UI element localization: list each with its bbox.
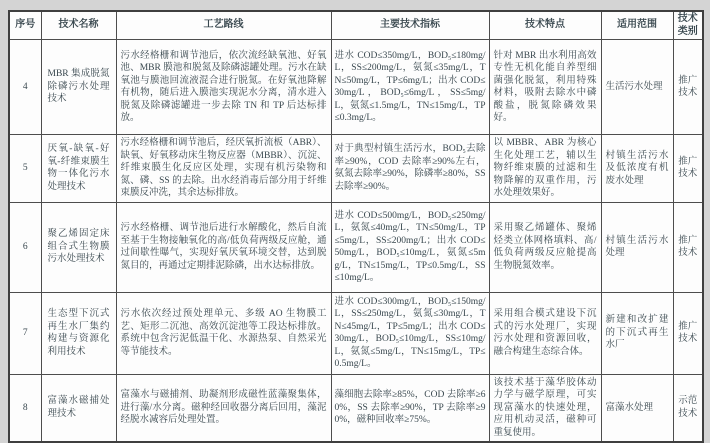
cell-main-indicators: 进水 COD≤300mg/L，BOD₅≤150mg/L，SS≤250mg/L，氨氮≤30mg/L，TN≤45mg/L，TP≤5mg/L；出水 COD≤30mg/L，BOD₅≤10mg/L，SS≤10mg/L，氨氮≤5mg/L，TN≤15mg/L，TP≤0.5mg/L。 xyxy=(331,292,489,374)
cell-tech-category: 示范技术 xyxy=(673,374,703,442)
document-page xyxy=(8,10,702,438)
column-header-tech-features: 技术特点 xyxy=(489,11,601,40)
table-header xyxy=(9,11,703,40)
cell-seq-no: 7 xyxy=(9,292,41,374)
cell-applicable-scope: 村镇生活污水及低浓度有机废水处理 xyxy=(601,135,673,203)
cell-tech-features: 该技术基于藻华胶体动力学与磁学原理，可实现富藻水的快速处理，应用机动灵活，磁种可重复使用。 xyxy=(489,374,601,442)
cell-applicable-scope: 富藻水处理 xyxy=(601,374,673,442)
column-header-tech-category: 技术类别 xyxy=(673,11,703,40)
column-header-seq-no: 序号 xyxy=(9,11,41,40)
cell-tech-name: MBR 集成脱氮除磷污水处理技术 xyxy=(41,40,116,135)
cell-main-indicators: 进水 COD≤500mg/L，BOD₅≤250mg/L，氨氮≤40mg/L，TN≤50mg/L，TP≤5mg/L，SS≤200mg/L；出水 COD≤50mg/L，BOD₅≤10mg/L，氨氮≤5mg/L，TN≤15mg/L，TP≤0.5mg/L，SS≤10mg/L。 xyxy=(331,202,489,292)
cell-main-indicators: 进水 COD≤350mg/L，BOD₅≤180mg/L，SS≤200mg/L，氨氮≤35mg/L，TN≤50mg/L，TP≤6mg/L；出水 COD≤30mg/L，BOD₅≤6mg/L，SS≤5mg/L，氨氮≤1.5mg/L，TN≤15mg/L，TP≤0.3mg/L。 xyxy=(331,40,489,135)
cell-tech-features: 采用组合模式建设下沉式的污水处理厂，实现污水处理和资源回收，融合构建生态综合体。 xyxy=(489,292,601,374)
cell-applicable-scope: 生活污水处理 xyxy=(601,40,673,135)
cell-seq-no: 5 xyxy=(9,135,41,203)
table-row xyxy=(9,135,703,203)
cell-tech-name: 聚乙烯固定床组合式生物膜污水处理技术 xyxy=(41,202,116,292)
table-row xyxy=(9,374,703,442)
column-header-tech-name: 技术名称 xyxy=(41,11,116,40)
cell-tech-category: 推广技术 xyxy=(673,292,703,374)
cell-applicable-scope: 村镇生活污水处理 xyxy=(601,202,673,292)
cell-process-route: 污水依次经过预处理单元、多级 AO 生物膜工艺、矩形二沉池、高效沉淀池等工段达标排放。系统中包含污泥低温干化、水源热泵、自然采光等节能技术。 xyxy=(116,292,331,374)
table-row xyxy=(9,292,703,374)
table-body xyxy=(9,40,703,443)
cell-tech-features: 以 MBBR、ABR 为核心生化处理工艺，辅以生物纤维束膜的过滤和生物降解的双重作用，污水处理效果好。 xyxy=(489,135,601,203)
technology-table xyxy=(8,10,704,443)
cell-process-route: 污水经格栅和调节池后，经厌氧折流板（ABR）、缺氧、好氧移动床生物反应器（MBBR）、沉淀、纤维束膜生化反应区处理，实现有机污染物和氮、磷、SS 的去除。出水经消毒后部分用于纤维束膜反冲洗，其余达标排放。 xyxy=(116,135,331,203)
table-row xyxy=(9,202,703,292)
header-row xyxy=(9,11,703,40)
column-header-applicable-scope: 适用范围 xyxy=(601,11,673,40)
cell-tech-name: 富藻水磁捕处理技术 xyxy=(41,374,116,442)
cell-process-route: 污水经格栅和调节池后，依次流经缺氧池、好氧池、MBR 膜池和脱氮及除磷滤罐处理。污水在缺氧池与膜池回流液混合进行脱氮。在好氧池降解有机物，随后进入膜池实现泥水分离，清水进入脱氮及除磷滤罐进一步去除 TN 和 TP 后达标排放。 xyxy=(116,40,331,135)
table-row xyxy=(9,40,703,135)
cell-tech-category: 推广技术 xyxy=(673,135,703,203)
column-header-process-route: 工艺路线 xyxy=(116,11,331,40)
cell-seq-no: 4 xyxy=(9,40,41,135)
cell-tech-name: 厌氧-缺氧-好氧-纤维束膜生物一体化污水处理技术 xyxy=(41,135,116,203)
column-header-main-indicators: 主要技术指标 xyxy=(331,11,489,40)
cell-seq-no: 6 xyxy=(9,202,41,292)
cell-tech-name: 生态型下沉式再生水厂集约构建与资源化利用技术 xyxy=(41,292,116,374)
cell-process-route: 污水经格栅、调节池后进行水解酸化，然后自流至基于生物接触氧化的高/低负荷两级反应舱，通过间歇性曝气，实现好氧厌氧环境交替，达到脱氮目的，再通过定期排泥除磷，出水达标排放。 xyxy=(116,202,331,292)
cell-tech-features: 采用聚乙烯罐体、聚烯烃类立体网格填料、高/低负荷两级反应舱提高生物脱氮效率。 xyxy=(489,202,601,292)
cell-tech-category: 推广技术 xyxy=(673,202,703,292)
cell-main-indicators: 藻细胞去除率≥85%，COD 去除率≥60%，SS 去除率≥90%，TP 去除率≥90%，磁种回收率≥75%。 xyxy=(331,374,489,442)
cell-process-route: 富藻水与磁捕剂、助凝剂形成磁性蓝藻聚集体，进行藻/水分离。磁种经回收器分离后回用，藻泥经脱水减容后处理处置。 xyxy=(116,374,331,442)
cell-applicable-scope: 新建和改扩建的下沉式再生水厂 xyxy=(601,292,673,374)
cell-tech-features: 针对 MBR 出水利用高效专性无机化能自养型细菌强化脱氮，利用特殊材料，吸附去除水中磷酸盐，脱氮除磷效果好。 xyxy=(489,40,601,135)
cell-seq-no: 8 xyxy=(9,374,41,442)
cell-main-indicators: 对于典型村镇生活污水，BOD₅去除率≥90%，COD 去除率≥90%左右，氨氮去除率≥90%，除磷率≥80%，SS 去除率≥90%。 xyxy=(331,135,489,203)
cell-tech-category: 推广技术 xyxy=(673,40,703,135)
